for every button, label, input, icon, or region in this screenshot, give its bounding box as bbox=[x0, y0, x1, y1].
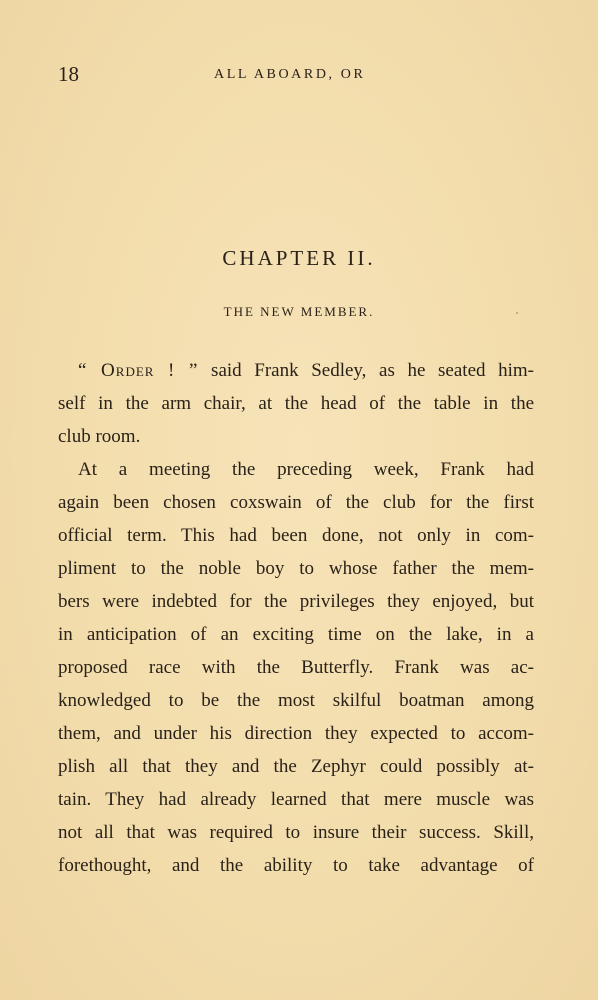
text-line: club room. bbox=[58, 426, 141, 447]
paper-speck bbox=[516, 312, 518, 314]
text-line-content: said Frank Sedley, as he seated him- bbox=[198, 360, 534, 381]
text-line: At a meeting the preceding week, Frank had bbox=[78, 459, 534, 480]
text-line: tain. They had already learned that mere muscle was bbox=[58, 789, 534, 810]
text-line: bers were indebted for the privileges they enjoyed, but bbox=[58, 591, 534, 612]
text-line: forethought, and the ability to take advantage of bbox=[58, 855, 534, 876]
text-line: not all that was required to insure their success. Skill, bbox=[58, 822, 534, 843]
text-line: knowledged to be the most skilful boatman among bbox=[58, 690, 534, 711]
page-header bbox=[58, 62, 536, 92]
chapter-subtitle: THE NEW MEMBER. bbox=[223, 304, 375, 319]
text-line: them, and under his direction they expected to accom- bbox=[58, 723, 534, 744]
text-line: self in the arm chair, at the head of the table in the bbox=[58, 393, 534, 414]
body-text bbox=[58, 354, 534, 882]
chapter-title: CHAPTER II. bbox=[222, 246, 376, 270]
text-line bbox=[58, 354, 534, 387]
opening-word: “ Order ! ” bbox=[78, 360, 199, 381]
text-line: again been chosen coxswain of the club for the first bbox=[58, 492, 534, 513]
page-number: 18 bbox=[58, 62, 79, 86]
text-line: proposed race with the Butterfly. Frank was ac- bbox=[58, 657, 534, 678]
text-line: in anticipation of an exciting time on the lake, in a bbox=[58, 624, 534, 645]
text-line: plish all that they and the Zephyr could possibly at- bbox=[58, 756, 534, 777]
text-line: official term. This had been done, not only in com- bbox=[58, 525, 534, 546]
text-line: pliment to the noble boy to whose father the mem- bbox=[58, 558, 534, 579]
running-head: ALL ABOARD, OR bbox=[214, 67, 366, 82]
